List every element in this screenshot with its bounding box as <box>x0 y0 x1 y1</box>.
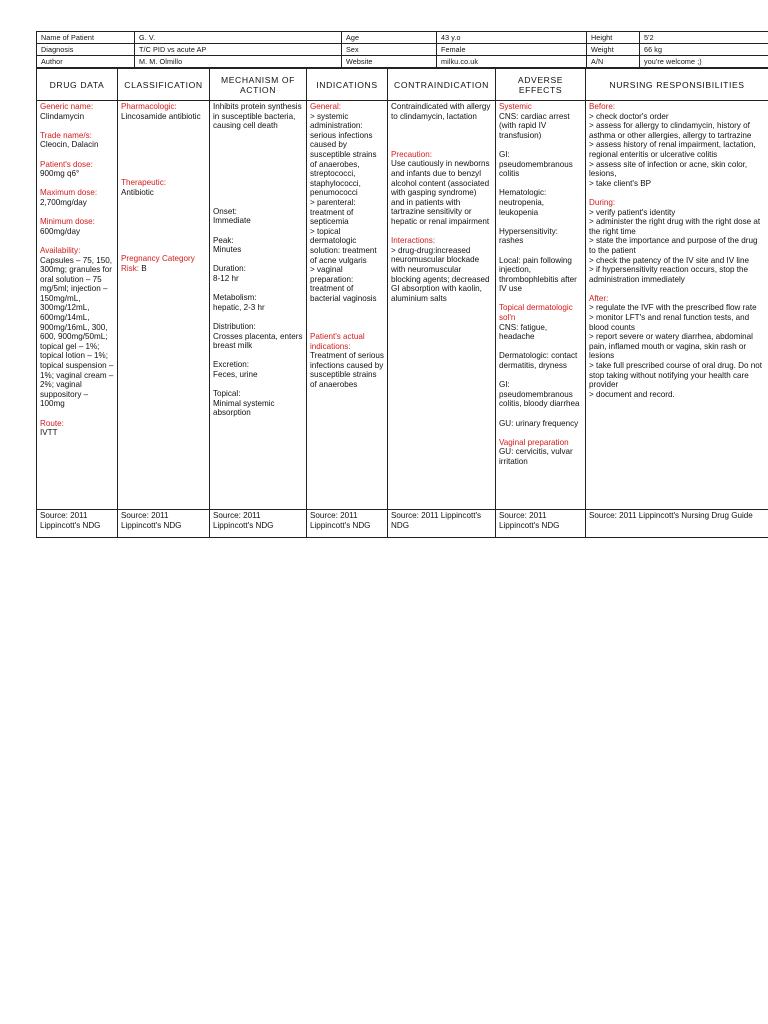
info-value: 5'2 <box>640 32 768 44</box>
hypersensitivity: Hypersensitivity: rashes <box>499 226 558 246</box>
systemic-gi: GI: pseudomembranous colitis <box>499 149 573 179</box>
metabolism-label: Metabolism: <box>213 293 257 303</box>
content-row <box>37 101 768 510</box>
info-value: T/C PID vs acute AP <box>135 44 342 56</box>
source-row <box>37 510 768 538</box>
systemic-cns: CNS: cardiac arrest (with rapid IV transfusion) <box>499 111 570 140</box>
availability-label: Availability: <box>40 245 81 255</box>
pharmacologic-class: Lincosamide antibiotic <box>121 111 201 121</box>
pregnancy-category <box>121 254 206 273</box>
header-indications: INDICATIONS <box>307 69 388 101</box>
header-nursing: NURSING RESPONSIBILITIES <box>586 69 768 101</box>
info-row <box>37 44 768 56</box>
trade-label: Trade name/s: <box>40 130 92 140</box>
generic-label: Generic name: <box>40 102 94 111</box>
actual-indications: Treatment of serious infections caused by susceptible strains of anaerobes <box>310 351 384 390</box>
drug-study-table <box>36 68 768 538</box>
duration-label: Duration: <box>213 264 246 274</box>
source-cell: Source: 2011 Lippincott's NDG <box>37 510 118 538</box>
general-indications: > systemic administration: serious infections caused by susceptible strains of anaerobes, streptococci, staphylococci, penumococci > parenteral: treatment of septicemia > topical dermatologic solution: treatment of acne vulgaris > vaginal preparation: treatment of bacterial vaginosis <box>310 111 377 303</box>
before: > check doctor's order > assess for allergy to clindamycin, history of asthma or other allergies, allergy to tartrazine > assess history of renal impairment, lactation, regional enteritis or ulcerative colitis > assess site of infection or acne, skin color, lesions, > take client's BP <box>589 111 756 188</box>
max-dose: 2,700mg/day <box>40 197 87 207</box>
pregnancy-label: Pregnancy Category Risk: <box>121 254 195 273</box>
vaginal-label: Vaginal preparation <box>499 437 569 447</box>
after: > regulate the IVF with the prescribed flow rate > monitor LFT's and renal function tests, and blood counts > report severe or watery diarrhea, abdominal pain, inflamed mouth or vagina, skin rash or lesions > take full prescribed course of oral drug. Do not stop taking without notifying your health care provider > document and record. <box>589 303 762 399</box>
classification-cell <box>118 101 210 510</box>
info-row <box>37 32 768 44</box>
info-label: Age <box>342 32 437 44</box>
info-label: Website <box>342 56 437 68</box>
topical-gi: GI: pseudomembranous colitis, bloody diarrhea <box>499 380 580 409</box>
nursing-cell <box>586 101 768 510</box>
info-label: Diagnosis <box>37 44 135 56</box>
topical-label: Topical dermatologic sol'n <box>499 303 573 323</box>
source-cell: Source: 2011 Lippincott's NDG <box>210 510 307 538</box>
info-label: Sex <box>342 44 437 56</box>
interactions: > drug-drug:increased neuromuscular blockade with neuromuscular blocking agents; decreased GI absorption with kaolin, aluminium salts <box>391 245 490 303</box>
info-value: 66 kg <box>640 44 768 56</box>
precaution: Use cautiously in newborns and infants due to benzyl alcohol content (associated with gasping syndrome) and in patients with tartrazine sensitivity or hepatic or renal impairment <box>391 159 490 226</box>
mechanism-text: Inhibits protein synthesis in susceptible bacteria, causing cell death <box>213 102 302 131</box>
distribution-label: Distribution: <box>213 321 256 331</box>
gu: GU: urinary frequency <box>499 418 579 428</box>
pregnancy-value: B <box>141 263 147 273</box>
vaginal: GU: cervicitis, vulvar irritation <box>499 447 573 466</box>
source-cell: Source: 2011 Lippincott's NDG <box>307 510 388 538</box>
header-classification: CLASSIFICATION <box>118 69 210 101</box>
availability: Capsules – 75, 150, 300mg; granules for oral solution – 75 mg/5ml; injection – 150mg/mL, 300mg/12mL, 600mg/14mL, 900mg/16mL, 300, 600, 900mg/50mL; topical gel – 1%; topical lotion – 1%; topical suspension – 1%; vaginal cream – 2%; vaginal suppository – 100mg <box>40 255 114 409</box>
excretion-label: Excretion: <box>213 360 249 370</box>
source-cell: Source: 2011 Lippincott's Nursing Drug Guide <box>586 510 768 538</box>
adverse-effects-cell <box>496 101 586 510</box>
route-label: Route: <box>40 418 64 428</box>
systemic-label: Systemic <box>499 102 532 111</box>
header-adverse-effects: ADVERSE EFFECTS <box>496 69 586 101</box>
drug-study-sheet <box>36 31 768 538</box>
info-label: A/N <box>587 56 640 68</box>
general-label: General: <box>310 102 342 111</box>
info-label: Author <box>37 56 135 68</box>
metabolism: hepatic, 2-3 hr <box>213 302 265 312</box>
precaution-label: Precaution: <box>391 149 432 159</box>
indications-cell <box>307 101 388 510</box>
mechanism-cell <box>210 101 307 510</box>
therapeutic-label: Therapeutic: <box>121 178 166 188</box>
route: IVTT <box>40 428 58 438</box>
local: Local: pain following injection, thrombophlebitis after IV use <box>499 255 577 294</box>
peak: Minutes <box>213 245 242 255</box>
header-mechanism: MECHANISM OF ACTION <box>210 69 307 101</box>
source-cell: Source: 2011 Lippincott's NDG <box>118 510 210 538</box>
info-value: 43 y.o <box>437 32 587 44</box>
onset-label: Onset: <box>213 206 237 216</box>
patient-info-table <box>36 31 768 68</box>
actual-indications-label: Patient's actual indications: <box>310 332 365 351</box>
source-cell: Source: 2011 Lippincott's NDG <box>496 510 586 538</box>
min-dose: 600mg/day <box>40 226 81 236</box>
distribution: Crosses placenta, enters breast milk <box>213 331 303 351</box>
topical-label: Topical: <box>213 389 241 399</box>
info-label: Name of Patient <box>37 32 135 44</box>
during-label: During: <box>589 197 616 207</box>
topical: Minimal systemic absorption <box>213 398 275 418</box>
generic-name: Clindamycin <box>40 111 85 121</box>
peak-label: Peak: <box>213 235 234 245</box>
excretion: Feces, urine <box>213 369 258 379</box>
hematologic: Hematologic: neutropenia, leukopenia <box>499 188 547 217</box>
info-label: Height <box>587 32 640 44</box>
info-value: you're welcome ;) <box>640 56 768 68</box>
trade-name: Cleocin, Dalacin <box>40 140 99 150</box>
dermatologic: Dermatologic: contact dermatitis, dryness <box>499 351 578 371</box>
therapeutic-class: Antibiotic <box>121 187 154 197</box>
during: > verify patient's identity > administer the right drug with the right dose at the right time > state the importance and purpose of the drug to the patient > check the patency of the IV site and IV line > if hypersensitivity reaction occurs, stop the administration immediately <box>589 207 761 284</box>
pharmacologic-label: Pharmacologic: <box>121 102 177 111</box>
max-dose-label: Maximum dose: <box>40 188 98 198</box>
header-contraindication: CONTRAINDICATION <box>388 69 496 101</box>
drug-data-cell <box>37 101 118 510</box>
patient-dose-label: Patient's dose: <box>40 159 93 169</box>
info-row <box>37 56 768 68</box>
info-label: Weight <box>587 44 640 56</box>
contraindication-cell <box>388 101 496 510</box>
source-cell: Source: 2011 Lippincott's NDG <box>388 510 496 538</box>
info-value: Female <box>437 44 587 56</box>
info-value: milku.co.uk <box>437 56 587 68</box>
info-value: G. V. <box>135 32 342 44</box>
onset: Immediate <box>213 216 251 226</box>
info-value: M. M. Olmillo <box>135 56 342 68</box>
header-drug-data: DRUG DATA <box>37 69 118 101</box>
interactions-label: Interactions: <box>391 236 436 246</box>
patient-dose: 900mg q6° <box>40 169 80 179</box>
topical-cns: CNS: fatigue, headache <box>499 322 548 342</box>
contraindication-text: Contraindicated with allergy to clindamycin, lactation <box>391 102 491 121</box>
duration: 8-12 hr <box>213 273 239 283</box>
header-row <box>37 69 768 101</box>
before-label: Before: <box>589 102 616 111</box>
after-label: After: <box>589 293 609 303</box>
min-dose-label: Minimum dose: <box>40 217 95 227</box>
